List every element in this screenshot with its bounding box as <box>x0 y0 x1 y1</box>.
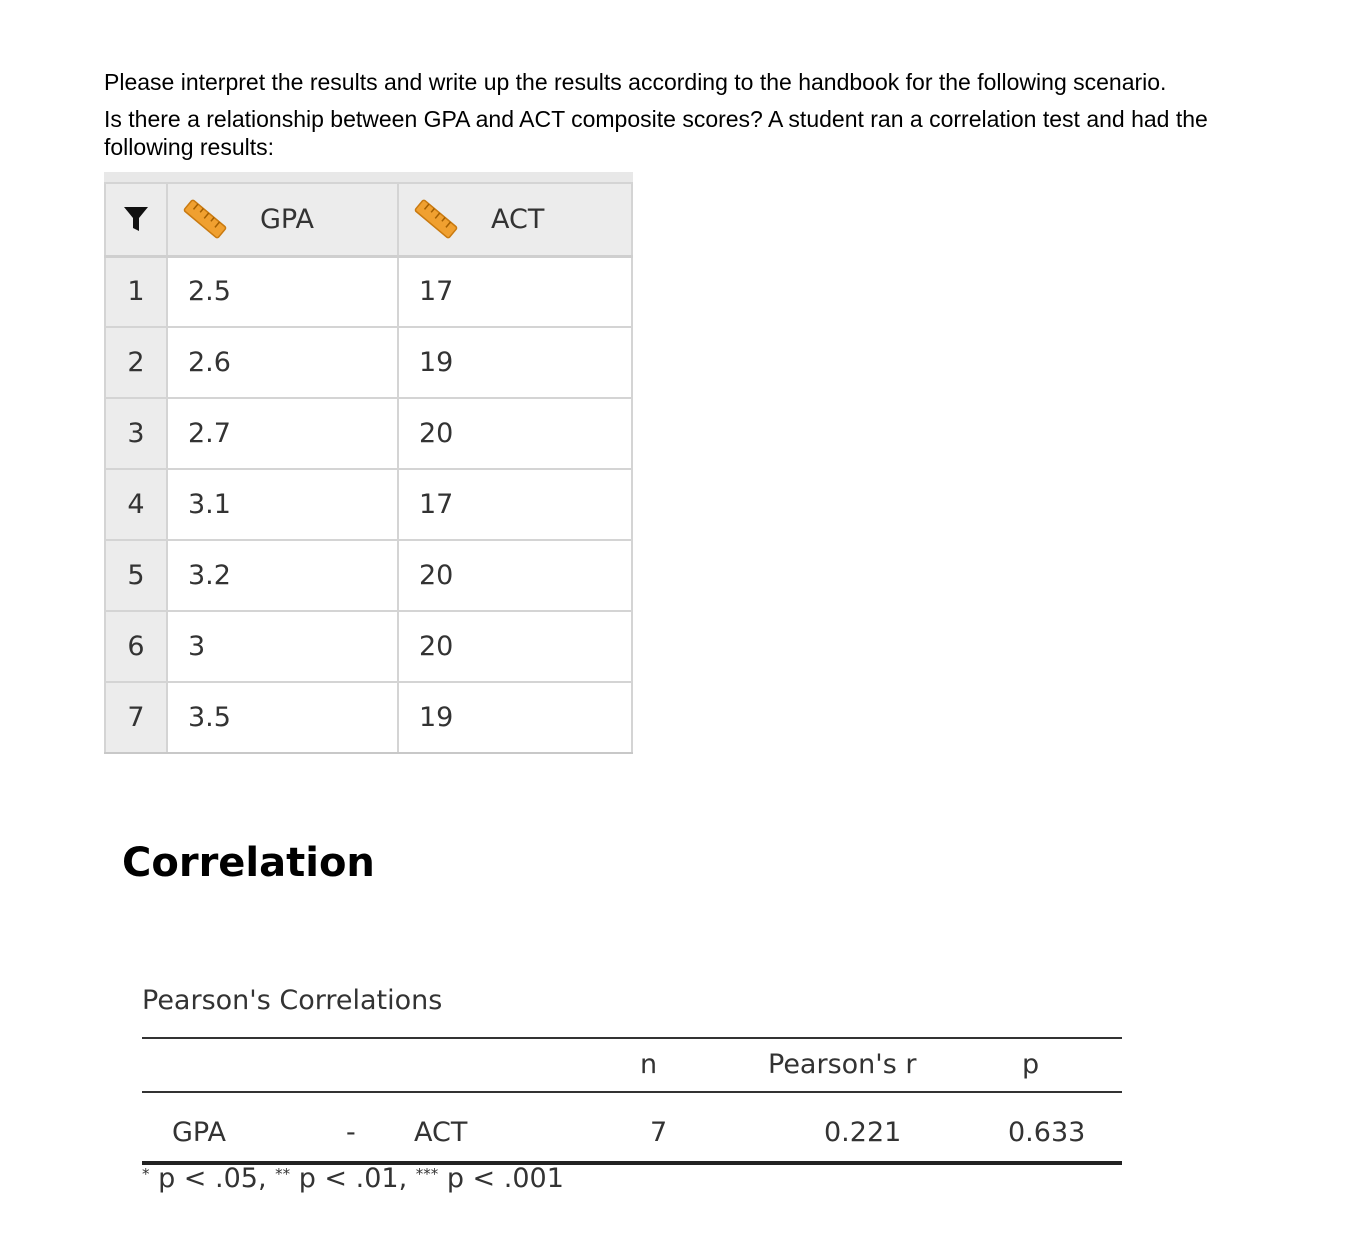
footnote-text-2: p < .01, <box>290 1163 416 1194</box>
row-number[interactable]: 6 <box>105 611 167 682</box>
cell-gpa[interactable]: 3.5 <box>167 682 398 753</box>
cell-gpa[interactable]: 3 <box>167 611 398 682</box>
cell-gpa[interactable]: 2.5 <box>167 256 398 327</box>
row-number[interactable]: 4 <box>105 469 167 540</box>
header-p: p <box>1022 1049 1040 1080</box>
value-pearsons-r: 0.221 <box>824 1117 902 1148</box>
cell-act[interactable]: 17 <box>398 256 632 327</box>
cell-act[interactable]: 19 <box>398 682 632 753</box>
correlation-data-row <box>142 1093 1122 1165</box>
footnote-text-1: p < .05, <box>149 1163 276 1194</box>
cell-act[interactable]: 20 <box>398 398 632 469</box>
prompt-text <box>104 68 1284 161</box>
value-n: 7 <box>650 1117 668 1148</box>
correlation-title: Correlation <box>122 840 375 886</box>
footnote-star-3: *** <box>415 1165 439 1183</box>
filter-icon[interactable] <box>122 204 150 234</box>
cell-gpa[interactable]: 2.7 <box>167 398 398 469</box>
spreadsheet-toolbar-strip <box>104 172 633 182</box>
cell-act[interactable]: 20 <box>398 611 632 682</box>
significance-footnote <box>142 1163 564 1194</box>
header-n: n <box>640 1049 658 1080</box>
column-header-gpa[interactable] <box>167 183 398 256</box>
table-row <box>105 682 632 753</box>
data-table <box>104 182 633 754</box>
row-number[interactable]: 1 <box>105 256 167 327</box>
footnote-star-2: ** <box>275 1165 291 1183</box>
row-number[interactable]: 2 <box>105 327 167 398</box>
table-row <box>105 611 632 682</box>
correlation-header-row <box>142 1039 1122 1093</box>
column-header-act[interactable] <box>398 183 632 256</box>
cell-act[interactable]: 20 <box>398 540 632 611</box>
data-spreadsheet <box>104 172 633 754</box>
footnote-star-1: * <box>142 1165 150 1183</box>
ruler-icon <box>411 194 461 244</box>
header-pearsons-r: Pearson's r <box>768 1049 917 1080</box>
cell-act[interactable]: 19 <box>398 327 632 398</box>
row-number[interactable]: 7 <box>105 682 167 753</box>
ruler-icon <box>180 194 230 244</box>
cell-gpa[interactable]: 2.6 <box>167 327 398 398</box>
correlation-table <box>142 1037 1122 1165</box>
row-number[interactable]: 5 <box>105 540 167 611</box>
correlation-subtitle: Pearson's Correlations <box>142 985 443 1016</box>
table-row <box>105 256 632 327</box>
table-row <box>105 398 632 469</box>
filter-header-cell[interactable] <box>105 183 167 256</box>
cell-act[interactable]: 17 <box>398 469 632 540</box>
table-row <box>105 327 632 398</box>
pair-separator: - <box>346 1117 356 1148</box>
table-row <box>105 469 632 540</box>
table-row <box>105 540 632 611</box>
column-label-gpa: GPA <box>260 203 314 235</box>
column-label-act: ACT <box>491 203 545 235</box>
value-p: 0.633 <box>1008 1117 1086 1148</box>
cell-gpa[interactable]: 3.1 <box>167 469 398 540</box>
prompt-line-2: Is there a relationship between GPA and ACT composite scores? A student ran a correlation test and had the following results: <box>104 106 1208 160</box>
variable-1: GPA <box>172 1117 226 1148</box>
cell-gpa[interactable]: 3.2 <box>167 540 398 611</box>
prompt-line-1: Please interpret the results and write up the results according to the handbook for the following scenario. <box>104 69 1167 95</box>
variable-2: ACT <box>414 1117 468 1148</box>
row-number[interactable]: 3 <box>105 398 167 469</box>
footnote-text-3: p < .001 <box>438 1163 564 1194</box>
